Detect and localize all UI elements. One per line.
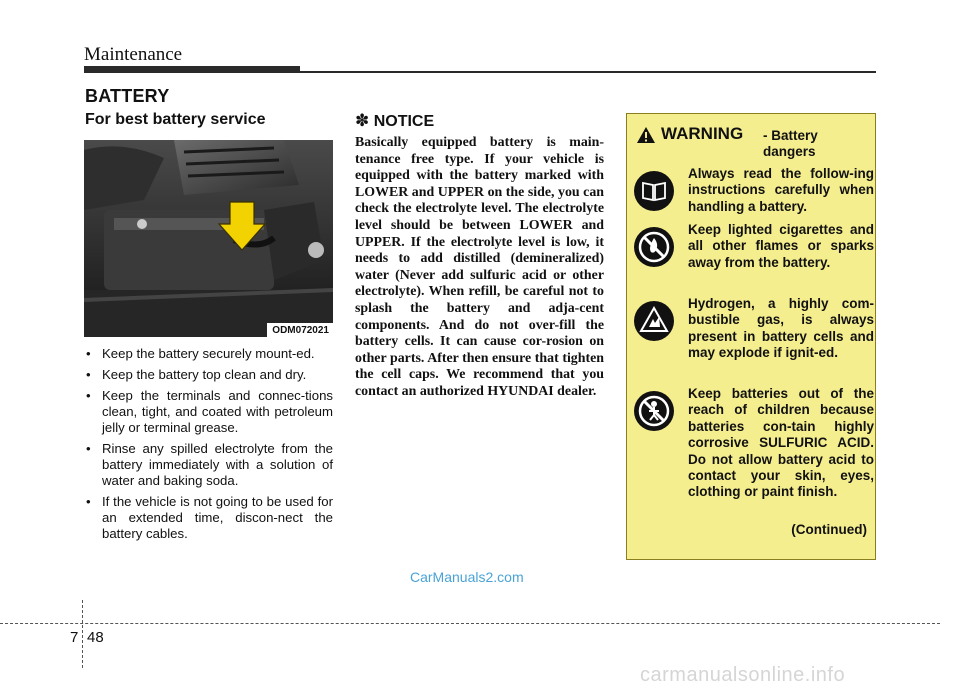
- explosion-hazard-icon: [633, 300, 675, 342]
- bullet-dot: •: [86, 346, 91, 361]
- no-flame-icon: [633, 226, 675, 268]
- bullet-dot: •: [86, 388, 91, 403]
- site-watermark: carmanualsonline.info: [640, 664, 846, 686]
- engine-bay-illustration: [84, 140, 333, 337]
- bullet-dot: •: [86, 367, 91, 382]
- bullet-dot: •: [86, 494, 91, 509]
- battery-service-list: [85, 346, 333, 547]
- footer-rule: [0, 623, 940, 624]
- list-item: • Keep the terminals and connec-tions clean, tight, and coated with petroleum jelly or terminal grease.: [86, 388, 333, 435]
- notice-title: NOTICE: [373, 113, 435, 130]
- notice-star-icon: ✽: [355, 111, 370, 130]
- bullet-dot: •: [86, 441, 91, 456]
- section-title: BATTERY: [85, 86, 170, 106]
- watermark-link[interactable]: CarManuals2.com: [410, 569, 524, 585]
- continued-label: (Continued): [791, 522, 867, 537]
- warning-box: WARNING - Battery dangers Always read the follow-ing instructions carefully when handling a battery. Keep lighted cigarettes and all other flames or sparks away from the battery. Hydrogen, a highly com-bustible gas, is always present in battery cells and may explode if ignit-ed. Keep batteries out of the reach of children because batteries con-tain highly corrosive SULFURIC ACID. Do not allow battery acid to contact your skin, eyes, clothing or paint finish. (Continued): [626, 113, 876, 560]
- footer-divider: [82, 600, 83, 668]
- warning-title: WARNING: [661, 124, 744, 143]
- header-rule: [84, 71, 876, 73]
- chapter-number: 7: [70, 629, 79, 646]
- warning-subtitle: - Battery dangers: [763, 128, 818, 159]
- list-item: • Keep the battery top clean and dry.: [86, 367, 307, 382]
- battery-photo: [84, 140, 333, 337]
- photo-code: ODM072021: [267, 323, 333, 337]
- page-header-title: Maintenance: [84, 44, 183, 65]
- list-item: • Rinse any spilled electrolyte from the battery immediately with a solution of water and baking soda.: [86, 441, 333, 488]
- list-item: • If the vehicle is not going to be used for an extended time, discon-nect the battery cables.: [86, 494, 333, 541]
- list-item: • Keep the battery securely mount-ed.: [86, 346, 315, 361]
- notice-body: Basically equipped battery is main-tenance free type. If your vehicle is equipped with the battery marked with LOWER and UPPER on the side, you can check the electrolyte level. The electrolyte level should be between LOWER and UPPER. If the electrolyte level is low, it needs to add distilled (demineralized) water (Never add sulfuric acid or other electrolyte). When refill, be careful not to splash the battery and adja-cent components. And do not over-fill the battery cells. It can cause cor-rosion on other parts. After then ensure that tighten the cell caps. We recommend that you contact an authorized HYUNDAI dealer.: [355, 135, 604, 399]
- manual-book-icon: [633, 170, 675, 212]
- keep-away-children-icon: [633, 390, 675, 432]
- notice-heading: [355, 111, 434, 131]
- warning-triangle-icon: [636, 126, 656, 144]
- subheading: For best battery service: [85, 111, 266, 128]
- page-number: 48: [87, 629, 104, 646]
